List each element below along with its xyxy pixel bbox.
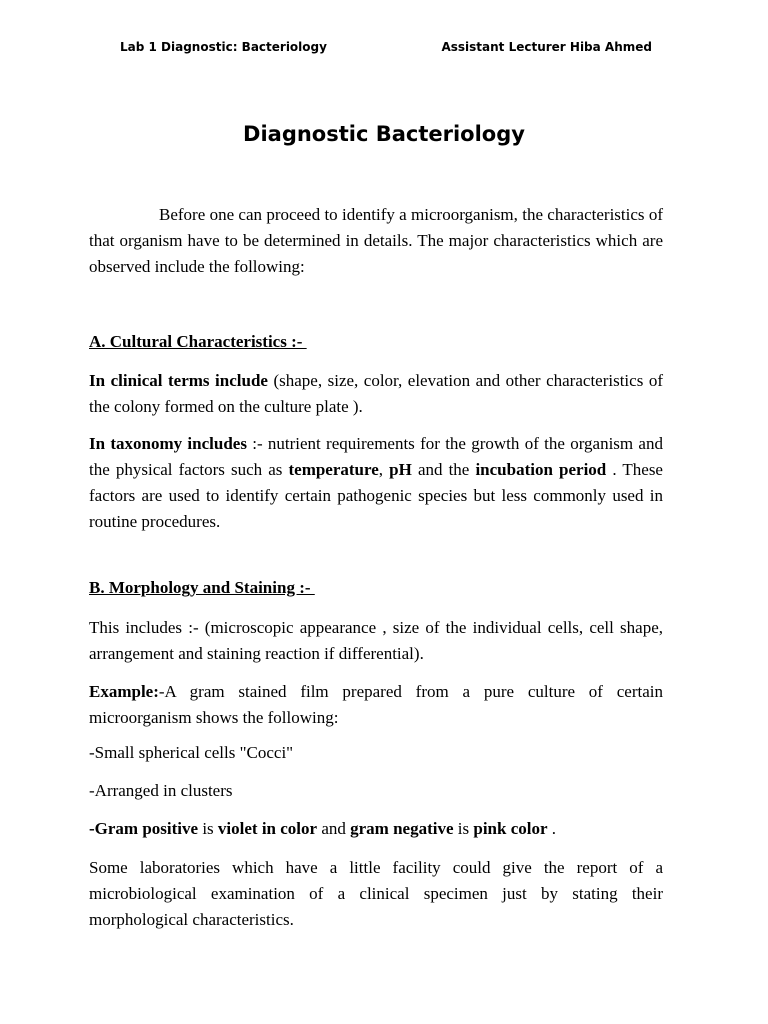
ph-term: pH — [389, 460, 412, 479]
taxonomy-paragraph — [89, 431, 663, 535]
page-title: Diagnostic Bacteriology — [243, 122, 525, 146]
intro-paragraph: Before one can proceed to identify a microorganism, the characteristics of that organism have to be determined in details. The major characteristics which are observed include the following: — [89, 205, 663, 276]
section-b-heading: B. Morphology and Staining :- — [89, 578, 315, 597]
list-item-gram-colors — [89, 819, 556, 839]
taxonomy-and: and the — [411, 460, 476, 479]
list-item-cocci: -Small spherical cells "Cocci" — [89, 743, 294, 762]
gram-positive-term: -Gram positive — [89, 819, 199, 838]
gram-is-2: is — [453, 819, 474, 838]
clinical-terms-label: In clinical terms include — [89, 371, 268, 390]
gram-is-1: is — [198, 819, 218, 838]
includes-paragraph: This includes :- (microscopic appearance , size of the individual cells, cell shape, arrangement and staining reaction if differential). — [89, 618, 663, 663]
pink-term: pink color — [473, 819, 548, 838]
section-a-heading: A. Cultural Characteristics :- — [89, 332, 307, 351]
taxonomy-comma: , — [378, 460, 390, 479]
header-left: Lab 1 Diagnostic: Bacteriology — [120, 40, 327, 54]
taxonomy-text-2: . These factors are used to identify certain pathogenic species but less commonly used in routine procedures. — [89, 460, 663, 531]
violet-term: violet in color — [217, 819, 318, 838]
header-right: Assistant Lecturer Hiba Ahmed — [441, 40, 652, 54]
example-paragraph — [89, 679, 663, 731]
gram-and: and — [317, 819, 351, 838]
example-text: -A gram stained film prepared from a pure culture of certain microorganism shows the following: — [89, 682, 663, 727]
taxonomy-text-1: :- nutrient requirements for the growth of the organism and the physical factors such as — [89, 434, 663, 479]
temperature-term: temperature — [288, 460, 379, 479]
gram-negative-term: gram negative — [350, 819, 454, 838]
list-item-clusters: -Arranged in clusters — [89, 781, 233, 800]
closing-paragraph: Some laboratories which have a little facility could give the report of a microbiological examination of a clinical specimen just by stating their morphological characteristics. — [89, 858, 663, 929]
example-label: Example: — [89, 682, 159, 701]
clinical-terms-text: (shape, size, color, elevation and other characteristics of the colony formed on the culture plate ). — [89, 371, 663, 416]
incubation-term: incubation period — [475, 460, 607, 479]
clinical-terms-paragraph — [89, 368, 663, 420]
taxonomy-label: In taxonomy includes — [89, 434, 247, 453]
gram-end: . — [547, 819, 557, 838]
